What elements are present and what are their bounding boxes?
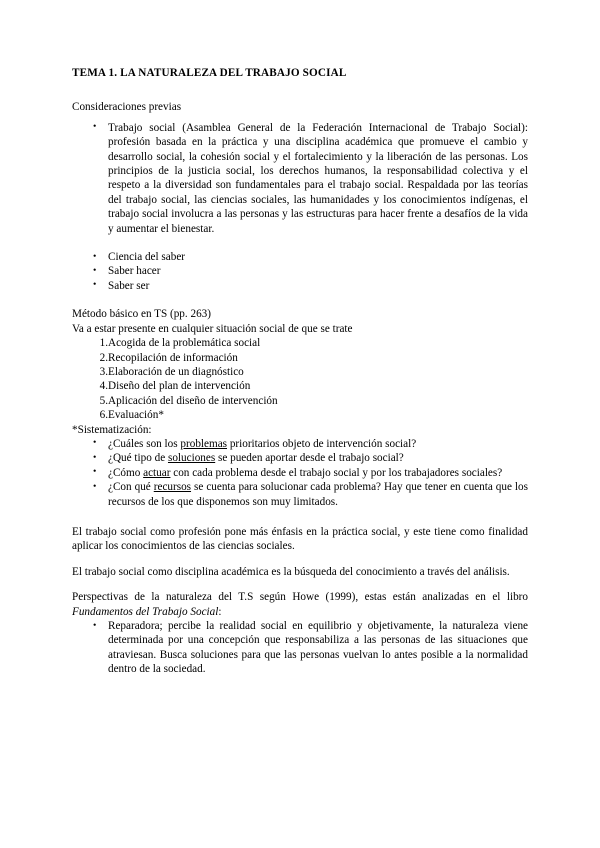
- question-keyword: soluciones: [167, 452, 216, 465]
- list-item-number: 1.: [99, 337, 108, 350]
- document-title: TEMA 1. LA NATURALEZA DEL TRABAJO SOCIAL: [72, 67, 347, 79]
- list-item-label: Acogida de la problemática social: [108, 337, 261, 350]
- saberes-bullet-list: [72, 250, 528, 293]
- consideraciones-bullet-list: [72, 121, 528, 236]
- list-item: [72, 466, 528, 480]
- question-prefix: ¿Qué tipo de: [108, 452, 168, 465]
- list-item: [72, 394, 528, 408]
- list-item: • Saber hacer: [72, 264, 528, 278]
- spacer: [72, 579, 528, 590]
- list-item-number: 2.: [99, 351, 108, 364]
- list-item: [72, 480, 528, 509]
- question-suffix: se pueden aportar desde el trabajo social?: [215, 452, 404, 465]
- heading-consideraciones-previas: Consideraciones previas: [72, 101, 182, 114]
- list-item-number: 6.: [99, 409, 108, 422]
- spacer: [72, 509, 528, 525]
- heading-sistematizacion: *Sistematización:: [72, 423, 152, 436]
- list-item: [72, 336, 528, 350]
- sistematizacion-question-list: [72, 437, 528, 509]
- perspectivas-intro-suffix: :: [218, 605, 222, 618]
- list-item: • Saber ser: [72, 279, 528, 293]
- question-prefix: ¿Cómo: [108, 466, 144, 479]
- list-item-number: 3.: [99, 365, 108, 378]
- paragraph-disciplina: El trabajo social como disciplina académica es la búsqueda del conocimiento a través del análisis.: [72, 565, 510, 578]
- question-suffix: con cada problema desde el trabajo social y por los trabajadores sociales?: [170, 466, 503, 479]
- spacer: [72, 554, 528, 565]
- list-item-number: 5.: [99, 394, 108, 407]
- book-title: Fundamentos del Trabajo Social: [72, 605, 219, 618]
- question-prefix: ¿Cuáles son los: [108, 437, 181, 450]
- list-item: [72, 365, 528, 379]
- perspectivas-list: [72, 619, 528, 677]
- question-keyword: problemas: [180, 437, 228, 450]
- question-keyword: recursos: [153, 481, 192, 494]
- list-item: [72, 408, 528, 422]
- metodo-intro-text: Va a estar presente en cualquier situación social de que se trate: [72, 322, 353, 335]
- list-item-label: Evaluación*: [108, 409, 164, 422]
- list-item-label: Recopilación de información: [108, 351, 238, 364]
- perspectivas-intro-prefix: Perspectivas de la naturaleza del T.S según Howe (1999), estas están analizadas en el libro: [72, 591, 528, 604]
- paragraph-profesion: El trabajo social como profesión pone más énfasis en la práctica social, y este tiene como finalidad aplicar los conocimientos de las ciencias sociales.: [72, 525, 528, 553]
- list-item: • Trabajo social (Asamblea General de la Federación Internacional de Trabajo Social): profesión basada en la práctica y una disciplina académica que promueve el cambio y desarrollo social, la cohesión social y el fortalecimiento y la liberación de las personas. Los principios de la justicia social, los derechos humanos, la responsabilidad colectiva y el respeto a la diversidad son fundamentales para el trabajo social. Respaldada por las teorías del trabajo social, las ciencias sociales, las humanidades y los conocimientos indígenas, el trabajo social involucra a las personas y las estructuras para hacer frente a desafíos de la vida y aumentar el bienestar.: [72, 121, 528, 236]
- list-item-label: Aplicación del diseño de intervención: [108, 394, 278, 407]
- list-item-label: Diseño del plan de intervención: [108, 380, 251, 393]
- list-item: [72, 451, 528, 465]
- list-item: • Reparadora; percibe la realidad social en equilibrio y objetivamente, la naturaleza viene determinada por una concepción que responsabiliza a las personas de las situaciones que atraviesan. Busca soluciones para que las personas vuelvan lo antes posible a la normalidad dentro de la sociedad.: [72, 619, 528, 677]
- question-prefix: ¿Con qué: [108, 481, 154, 494]
- list-item: [72, 351, 528, 365]
- question-keyword: actuar: [143, 466, 171, 479]
- spacer: [72, 293, 528, 307]
- question-suffix: se cuenta para solucionar cada problema? Hay que tener en cuenta que los recursos de los que disponemos son muy limitados.: [108, 481, 528, 508]
- list-item: • Ciencia del saber: [72, 250, 528, 264]
- list-item: [72, 379, 528, 393]
- paragraph-perspectivas-intro: [72, 590, 528, 619]
- list-item-label: Elaboración de un diagnóstico: [108, 365, 244, 378]
- list-item: [72, 437, 528, 451]
- list-item-number: 4.: [99, 380, 108, 393]
- question-suffix: prioritarios objeto de intervención social?: [227, 437, 417, 450]
- spacer: [72, 236, 528, 250]
- heading-metodo-basico: Método básico en TS (pp. 263): [72, 308, 211, 321]
- metodo-step-list: [72, 336, 528, 422]
